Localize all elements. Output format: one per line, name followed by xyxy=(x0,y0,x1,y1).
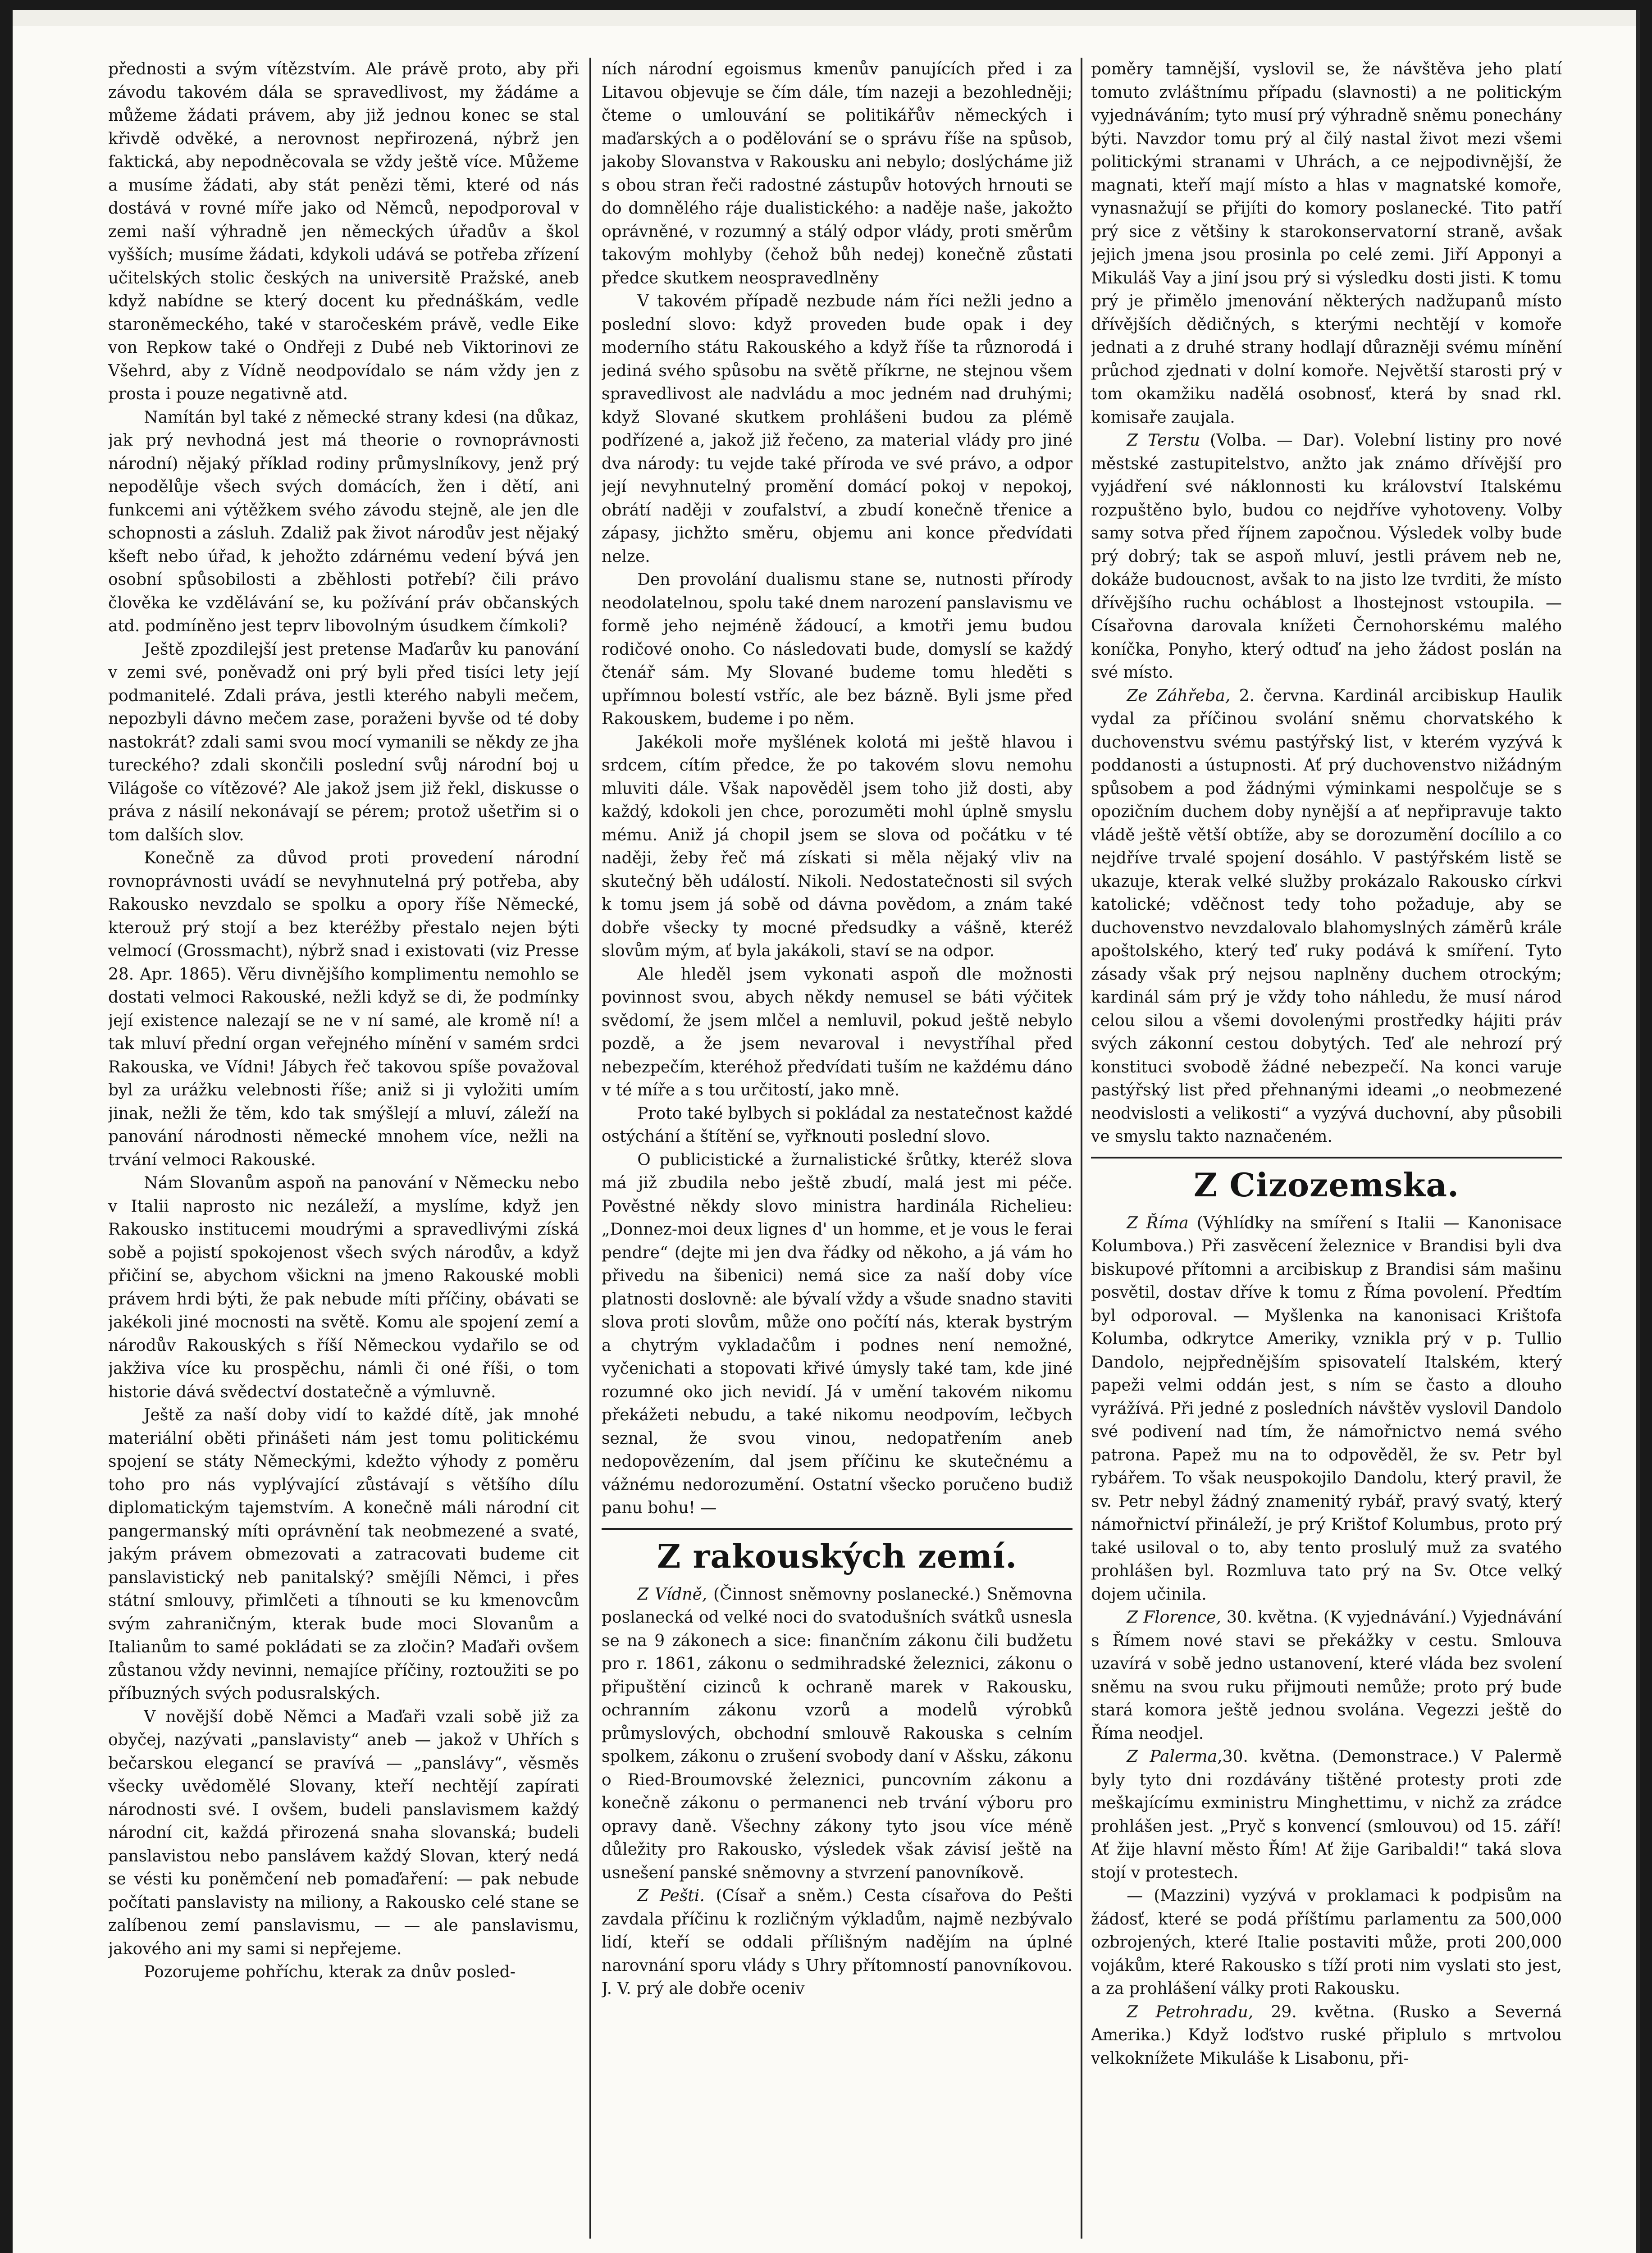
column-left xyxy=(108,58,579,2239)
paragraph: Namítán byl také z německé strany kdesi (na důkaz, jak prý nevhodná jest má theorie o rovnoprávnosti národní) nějaký příklad rodiny průmyslníkovy, jenž prý nepodělůje všech svých domácích, žen i dětí, ani funkcemi ani výtěžkem svého závodu stejně, ale jen dle schopnosti a zásluh. Zdaliž pak život národův jest nějaký kšeft nebo úřad, k jehožto zdárnému vedení bývá jen osobní spůsobilosti a zběhlosti potřebí? čili právo člověka ke vzdělávání se, ku požívání práv občanských atd. podmíněno jest teprv libovolným úsudkem čímkoli? xyxy=(108,408,579,635)
paragraph: Proto také bylbych si pokládal za nestatečnost každé ostýchání a štítění se, vyřknouti poslední slovo. xyxy=(602,1104,1072,1146)
paragraph: poměry tamnější, vyslovil se, že návštěva jeho platí tomuto zvláštnímu případu (slavnosti) a ne politickým vyjednáváním; tyto musí prý výhradně sněmu ponechány býti. Navzdor tomu prý al čilý nastal život mezi všemi politickými stranami v Uhrách, a ce nejpodivnější, že magnati, kteří mají místo a hlas v magnatské komoře, vynasnažují se přijíti do komory poslanecké. Tito patří prý sice z většiny k starokonservatorní straně, avšak jejich jmena jsou prosinla po celé zemi. Jiří Apponyi a Mikuláš Vay a jiní jsou prý si výsledku dosti jisti. K tomu prý je přimělo jmenování některých nadžupanů místo dřívějších dědičných, s kterými nechtějí v komoře jednati a z druhé strany hodlají důrazněji svému mínění průchod zjednati v dolní komoře. Největší starosti prý v tom okamžiku nadělá osobnosť, která by snad rkl. komisaře zaujala. xyxy=(1091,60,1562,427)
news-item xyxy=(1091,1212,1562,1606)
dateline: Z Říma xyxy=(1127,1213,1189,1232)
news-item xyxy=(1091,684,1562,1149)
news-item xyxy=(1091,1745,1562,1884)
dateline: Z Florence, xyxy=(1127,1608,1221,1627)
paragraph: Den provolání dualismu stane se, nutnosti přírody neodolatelnou, spolu také dnem narození panslavismu ve formě jeho nejméně žádoucí, a kmotři jemu budou rodičové onoho. Co následovati bude, domyslí se každý čtenář sám. My Slované budeme tomu hleděti s upřímnou bolestí vstříc, ale bez bázně. Byli jsme před Rakouskem, budeme i po něm. xyxy=(602,570,1072,728)
paragraph: Ale hleděl jsem vykonati aspoň dle možnosti povinnost svou, abych někdy nemusel se báti výčitek svědomí, že jsem mlčel a nemluvil, pokud ještě nebylo pozdě, a že jsem nevaroval i nevystříhal před nebezpečím, kteréhož předvídati tuším ne každému dáno v té míře a s tou určitostí, jako mně. xyxy=(602,965,1072,1099)
paragraph: Ještě za naší doby vidí to každé dítě, jak mnohé materiální oběti přinášeti nám jest tomu politickému spojení se státy Německými, kdežto výhody z poměru toho pro nás vyplývající zůstávají s většího dílu diplomatickým tajemstvím. A konečně máli národní cit pangermanský míti oprávnění tak neobmezené a svaté, jakým právem obmezovati a zatracovati budeme cit panslavistický neb panitalský? smějíli Němci, i přes státní smlouvy, přimlčeti a tíhnouti se ku kmenovcům svým zahraničným, kterak bude moci Slovanům a Italianům to samé pokládati se za zločin? Maďaři ovšem zůstanou vždy nevinni, nemajíce příčiny, roztoužiti se po příbuzných svých podusralských. xyxy=(108,1406,579,1703)
dateline: Z Pešti. xyxy=(637,1887,705,1905)
news-item xyxy=(602,1583,1072,1885)
column-rule-left xyxy=(589,58,591,2239)
paragraph: Jakékoli moře myšlének kolotá mi ještě hlavou i srdcem, cítím předce, že po takovém slovu nemohu mluviti dále. Však napověděl jsem toho již dosti, aby každý, kdokoli jen chce, porozuměti mohl úplně smyslu mému. Aniž já chopil jsem se slova od počátku v té naději, žeby řeč má získati si měla nějaký vliv na skutečný běh událostí. Nikoli. Nedostatečnosti sil svých k tomu jsem já sobě od dávna povědom, a znám také dobře všecky ty mocné předsudky a vášně, kteréž slovům mým, ať byla jakákoli, staví se na odpor. xyxy=(602,733,1072,960)
news-text: 29. května. (Rusko a Severná Amerika.) Když loďstvo ruské připlulo s mrtvolou velkoknížete Mikuláše k Lisabonu, při- xyxy=(1091,2002,1562,2068)
section-divider xyxy=(1091,1157,1562,1158)
page-top-edge xyxy=(13,10,1636,26)
paragraph: Konečně za důvod proti provedení národní rovnoprávnosti uvádí se nevyhnutelná prý potřeba, aby Rakousko nevzdalo se spolku a opory říše Německé, kterouž prý stojí a bez kteréžby přestalo nejen býti velmocí (Grossmacht), nýbrž snad i existovati (viz Presse 28. Apr. 1865). Věru divnějšího komplimentu nemohlo se dostati velmoci Rakouské, nežli když se di, že podmínky její existence nalezají se ne v ní samé, ale kromě ní! a tak mluví přední organ veřejného mínění v samém srdci Rakouska, ve Vídni! Jábych řeč takovou spíše považoval byl za urážku velebnosti říše; aniž si ji vyložiti umím jinak, nežli že těm, kdo tak smýšlejí a mluví, záleží na panování národnosti německé mnohem více, nežli na trvání velmoci Rakouské. xyxy=(108,849,579,1169)
news-item xyxy=(1091,429,1562,684)
dateline: Z Terstu xyxy=(1127,431,1200,450)
newspaper-page xyxy=(13,10,1640,2253)
paragraph: Pozorujeme pohříchu, kterak za dnův posled- xyxy=(144,1963,516,1981)
paragraph: O publicistické a žurnalistické šrůtky, kteréž slova má již zbudila nebo ještě zbudí, malá jest mi péče. Pověstné někdy slovo ministra hardinála Richelieu: „Donnez-moi deux lignes d' un homme, et je vous le ferai pendre“ (dejte mi jen dva řádky od někoho, a já vám ho přivedu na šibenici) nemá sice za naší doby více platnosti doslovně: ale bývalí vždy a všude snadno staviti slova proti slovům, může ono počítí nás, kterak bystrým a chytrým vykladačům i podnes není nemožné, vyčenichati a stopovati křivé úmysly také tam, kde jiné rozumné oko jich nevidí. Já v umění takovém nikomu překážeti nebudu, a také nikomu neodpovím, lečbych seznal, že svou vinou, nedopatřením aneb nedopovězením, dal jsem příčinu ke skutečnému a vážnému nedorozumění. Ostatní všecko poručeno budiž panu bohu! — xyxy=(602,1150,1072,1517)
news-item xyxy=(1091,2001,1562,2071)
news-text: ,30. května. (Demonstrace.) V Palermě byly tyto dni rozdávány tištěné protesty proti zde meškajícímu exministru Minghettimu, v nichž za zrádce prohlášen jest. „Pryč s konvencí (smlouvou) od 15. září! Ať žije hlavní město Řím! Ať žije Garibaldi!“ taká slova stojí v protestech. xyxy=(1091,1747,1562,1882)
news-text: (Volba. — Dar). Volební listiny pro nové městské zastupitelstvo, anžto jak známo dřívější pro vyjádření své náklonnosti ku království Italskému rozpuštěno bylo, budou co nejdříve vyhotoveny. Volby samy sotva před říjnem započnou. Výsledek volby bude prý dobrý; tak se aspoň mluví, jestli právem neb ne, dokáže budoucnost, avšak to na jisto lze tvrditi, že místo dřívějšího ruchu ocháblost a lhostejnost vstoupila. — Císařovna darovala knížeti Černohorskému malého koníčka, Ponyho, který odtuď na jeho žádost poslán na své místo. xyxy=(1091,431,1562,682)
paragraph: přednosti a svým vítězstvím. Ale právě proto, aby při závodu takovém dála se spravedlivost, my žádáme a můžeme žádati právem, aby již jednou konec se stal křivdě odvěké, a nerovnost nepřirozená, nýbrž jen faktická, aby nepodněcovala se vždy ještě více. Můžeme a musíme žádati, aby stát penězi těmi, které od nás dostává v rovné míře jako od Němců, nepodporoval v zemi naší výhradně jen německých úřadův a škol vyšších; musíme žádati, kdykoli udává se potřeba zřízení učitelských stolic českých na universitě Pražské, aneb když nabídne se který docent ku přednáškám, vedle staroněmeckého, také v staročeském právě, vedle Eike von Repkow také o Ondřeji z Dubé neb Viktorinovi ze Všehrd, aby z Vídně neodpovídalo se nám vždy jen z prosta i pouze negativně atd. xyxy=(108,60,579,403)
news-item xyxy=(1091,1606,1562,1745)
news-text: (Výhlídky na smíření s Italii — Kanonisace Kolumbova.) Při zasvěcení železnice v Brandisi byli dva biskupové přítomni a arcibiskup z Brandisi sám mašinu posvětil, dostav dříve k tomu z Říma povolení. Předtím byl odporoval. — Myšlenka na kanonisaci Krištofa Kolumba, odkrytce Ameriky, vznikla prý v p. Tullio Dandolo, nejpřednějším spisovatelí Italském, který papeži velmi oddán jest, s ním se často a dlouho vyrážívá. Při jedné z posledních návštěv vyslovil Dandolo své podivení nad tím, že námořnictvo nemá svého patrona. Papež mu na to odpověděl, že sv. Petr byl rybářem. To však neuspokojilo Dandolu, který pravil, že sv. Petr nebyl žádný znamenitý rybář, pravý svatý, který námořnictví přináleží, je prý Krištof Kolumbus, proto prý také usiloval o to, aby tento proslulý muž za svatého prohlášen byl. Rozmluva tato prý na Sv. Otce velký dojem učinila. xyxy=(1091,1213,1562,1604)
news-text: (Císař a sněm.) Cesta císařova do Pešti zavdala příčinu k rozličným výkladům, najmě nezbývalo lidí, kteří se oddali přílišným nadějím na úplné narovnání sporu vlády s Uhry přítomností panovníkovou. J. V. prý ale dobře oceniv xyxy=(602,1887,1072,1998)
news-item xyxy=(602,1884,1072,2001)
paragraph: Nám Slovanům aspoň na panování v Německu nebo v Italii naprosto nic nezáleží, a myslíme, když jen Rakousko institucemi moudrými a spravedlivými získá sobě a pojistí spokojenost všech svých národův, a když přičiní se, abychom všickni na jmeno Rakouské mobli právem hrdi býti, že pak nebude míti příčiny, obávati se jakékoli jiné mocnosti na světě. Komu ale spojení zemí a národův Rakouských s říší Německou vydařilo se od jakživa více ku prospěchu, námli či oné říši, o tom historie dává svědectví dostatečně a výmluvně. xyxy=(108,1174,579,1401)
dateline: Z Vídně, xyxy=(637,1585,707,1604)
news-text: (Činnost sněmovny poslanecké.) Sněmovna poslanecká od velké noci do svatodušních svátků usnesla se na 9 zákonech a sice: finančním zákonu čili budžetu pro r. 1861, zákonu o sedmihradské železnici, zákonu o připuštění cizinců k ochraně marek v Rakousku, ochranním zákonu vzorů a modelů výrobků průmyslových, obchodní smlouvě Rakouska s celním spolkem, zákonu o zrušení svobody daní v Ašsku, zákonu o Ried-Broumovské železnici, puncovním zákonu a konečně zákonu o permanenci neb trvání výboru pro opravy daně. Všechny zákony tyto jsou více méně důležity pro Rakousko, výsledek však závisí ještě na usnešení panské sněmovny a stvrzení panovníkově. xyxy=(602,1585,1072,1882)
section-heading-abroad: Z Cizozemska. xyxy=(1193,1165,1460,1204)
news-item: — (Mazzini) vyzývá v proklamaci k podpisům na žádosť, které se podá příštímu parlamentu za 500,000 ozbrojených, které Italie postaviti může, proti 200,000 vojákům, které Rakousko s tíží proti nim vyslati sto jest, a za prohlášení války proti Rakousku. xyxy=(1091,1887,1562,1998)
dateline: Ze Záhřeba, xyxy=(1127,686,1231,705)
paragraph: ních národní egoismus kmenův panujících před i za Litavou objevuje se čím dále, tím nazeji a bezohledněji; čteme o umlouvání se politikářův německých i maďarských a o podělování se o správu říše na spůsob, jakoby Slovanstva v Rakousku ani nebylo; doslýcháme již s obou stran řeči radostné zástupův hotových hrnouti se do domnělého ráje dualistického: a naděje naše, jakožto oprávněné, v rozumný a stálý odpor vlády, proti směrům takovým mohlyby (čehož bůh nedej) konečně zůstati předce skutkem neospravedlněny xyxy=(602,60,1072,287)
dateline: Z Petrohradu, xyxy=(1127,2002,1254,2021)
paragraph: V takovém případě nezbude nám říci nežli jedno a poslední slovo: když proveden bude opak i dey moderního státu Rakouského a když říše ta různorodá i jediná svého spůsobu na světě příkrne, ne stejnou všem spravedlivost ale nadvládu a moc jedném nad druhými; když Slované skutkem prohlášeni budou za plémě podřízené a, jakož již řečeno, za material vlády pro jiné dva národy: tu vejde také příroda ve své právo, a odpor její nevyhnutelný promění domácí pokoj v nepokoj, obrátí naději v zoufalství, a zbudí konečně třenice a zápasy, jichžto směru, objemu ani konce předvídati nelze. xyxy=(602,292,1072,566)
section-divider xyxy=(602,1528,1072,1530)
paragraph: V novější době Němci a Maďaři vzali sobě již za obyčej, nazývati „panslavisty“ aneb — jakož v Uhřích s bečarskou elegancí se pravívá — „panslávy“, věsměs všecky uvědomělé Slovany, kteří nechtějí zapírati národnosti své. I ovšem, budeli panslavismem každý národní cit, každá přirozená snaha slovanská; budeli panslavistou nebo panslávem každý Slovan, který nedá se vésti ku poněmčení neb pomaďaření: — pak nebude počítati panslavisty na miliony, a Rakousko celé stane se zalíbenou zemí panslavismu, — — ale panslavismu, jakového ani my sami si nepřejeme. xyxy=(108,1707,579,1958)
column-middle xyxy=(602,58,1072,2239)
dateline: Z Palerma xyxy=(1127,1747,1218,1766)
paragraph: Ještě zpozdilejší jest pretense Maďarův ku panování v zemi své, poněvadž oni prý byli před tisíci lety její podmanitelé. Zdali práva, jestli kterého nabyli mečem, nepozbyli dávno mečem zase, poraženi byvše od té doby nastokrát? zdali sami svou mocí vymanili se někdy ze jha tureckého? zdali skončili poslední svůj národní boj u Világoše co vítězové? Ale jakož jsem již řekl, diskusse o práva z násilí nekonávají se pérem; protož ušetřim si o tom dalších slov. xyxy=(108,640,579,844)
column-right xyxy=(1091,58,1562,2239)
news-text: 2. června. Kardinál arcibiskup Haulik vydal za příčinou svolání sněmu chorvatského k duchovenstvu svému pastýřský list, v kterém vyzývá k poddanosti a ústupnosti. Ať prý duchovenstvo nižádným spůsobem a pod žádnými výminkami nespolčuje se s opozičním duchem doby nynější a ať nepřipravuje takto vládě ještě větší obtíže, aby se dorozumění docílilo a co nejdříve trvalé spojení dosáhlo. V pastýřském listě se ukazuje, kterak velké služby prokázalo Rakousko církvi katolické; vděčnost tedy toho požaduje, aby se duchovenstvo nevzdalovalo blahomyslných záměrů krále apoštolského, který teď ruky podává k smíření. Tyto zásady však prý nejsou naplněny duchem otrockým; kardinál sám prý je vždy toho náhledu, že musí národ celou silou a všemi dovolenými prostředky hájiti práv svých zákonní cestou dobytých. Teď ale nehrozí prý konstituci svobodě žádné nebezpečí. Na konci varuje pastýřský list před přehnanými ideami „o neobmezené neodvislosti a velikosti“ a vyzývá duchovní, aby působili ve smyslu takto naznačeném. xyxy=(1091,686,1562,1146)
section-heading-austrian-lands: Z rakouských zemí. xyxy=(657,1537,1018,1575)
news-text: 30. května. (K vyjednávání.) Vyjednávání s Římem nové stavi se překážky v cestu. Smlouva uzavírá v sobě jedno ustanovení, které vláda bez svolení sněmu na svou ruku přijmouti nemůže; proto prý bude stará komora ještě jednou svolána. Vegezzi ještě do Říma neodjel. xyxy=(1091,1608,1562,1743)
column-rule-right xyxy=(1081,58,1082,2239)
